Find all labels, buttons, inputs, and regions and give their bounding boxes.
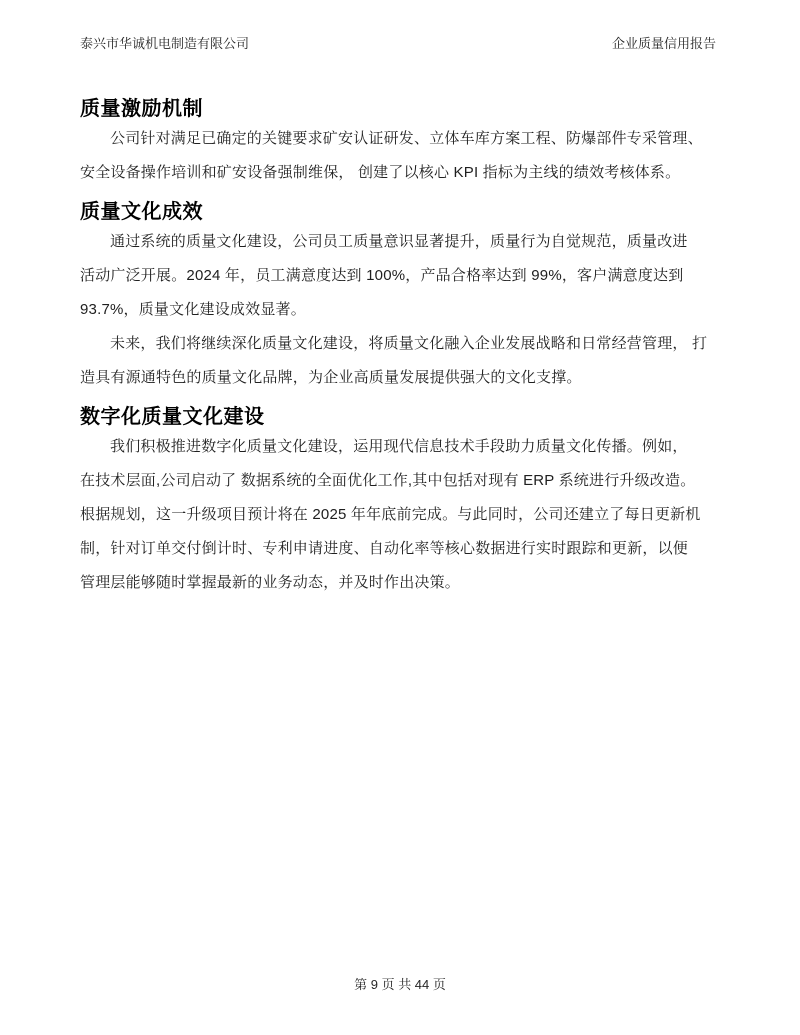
paragraph-line: 管理层能够随时掌握最新的业务动态，并及时作出决策。 — [80, 574, 461, 591]
paragraph-line: 公司针对满足已确定的关键要求矿安认证研发、立体车库方案工程、防爆部件专采管理、 — [110, 130, 703, 147]
paragraph-line: 安全设备操作培训和矿安设备强制维保， 创建了以核心 KPI 指标为主线的绩效考核体系。 — [80, 164, 681, 181]
page-footer — [0, 975, 800, 995]
paragraph-line: 根据规划，这一升级项目预计将在 2025 年年底前完成。与此同时，公司还建立了每日更新机 — [80, 506, 701, 523]
paragraph — [80, 225, 716, 327]
page-number: 第 9 页 共 44 页 — [354, 977, 446, 992]
paragraph-line: 通过系统的质量文化建设，公司员工质量意识显著提升，质量行为自觉规范，质量改进 — [110, 233, 688, 250]
paragraph-line: 我们积极推进数字化质量文化建设，运用现代信息技术手段助力质量文化传播。例如， — [110, 438, 688, 455]
paragraph — [80, 122, 716, 190]
header-report-title: 企业质量信用报告 — [611, 36, 716, 51]
paragraph-line: 活动广泛开展。2024 年，员工满意度达到 100%，产品合格率达到 99%，客户满意度达到 — [80, 267, 684, 284]
document-body — [80, 96, 716, 600]
header-company-name: 泰兴市华诚机电制造有限公司 — [80, 36, 250, 51]
section-heading-quality-incentive: 质量激励机制 — [80, 98, 203, 120]
paragraph-line: 93.7%，质量文化建设成效显著。 — [80, 301, 306, 318]
paragraph — [80, 327, 716, 395]
section-heading-quality-culture-results: 质量文化成效 — [80, 201, 203, 223]
paragraph-line: 未来，我们将继续深化质量文化建设，将质量文化融入企业发展战略和日常经营管理， 打 — [110, 335, 708, 352]
section-heading-digital-quality-culture: 数字化质量文化建设 — [80, 406, 265, 428]
paragraph-line: 制，针对订单交付倒计时、专利申请进度、自动化率等核心数据进行实时跟踪和更新，以便 — [80, 540, 689, 557]
page-header — [80, 36, 716, 52]
paragraph — [80, 430, 716, 600]
paragraph-line: 在技术层面,公司启动了 数据系统的全面优化工作,其中包括对现有 ERP 系统进行升级改造。 — [80, 472, 696, 489]
paragraph-line: 造具有源通特色的质量文化品牌，为企业高质量发展提供强大的文化支撑。 — [80, 369, 582, 386]
